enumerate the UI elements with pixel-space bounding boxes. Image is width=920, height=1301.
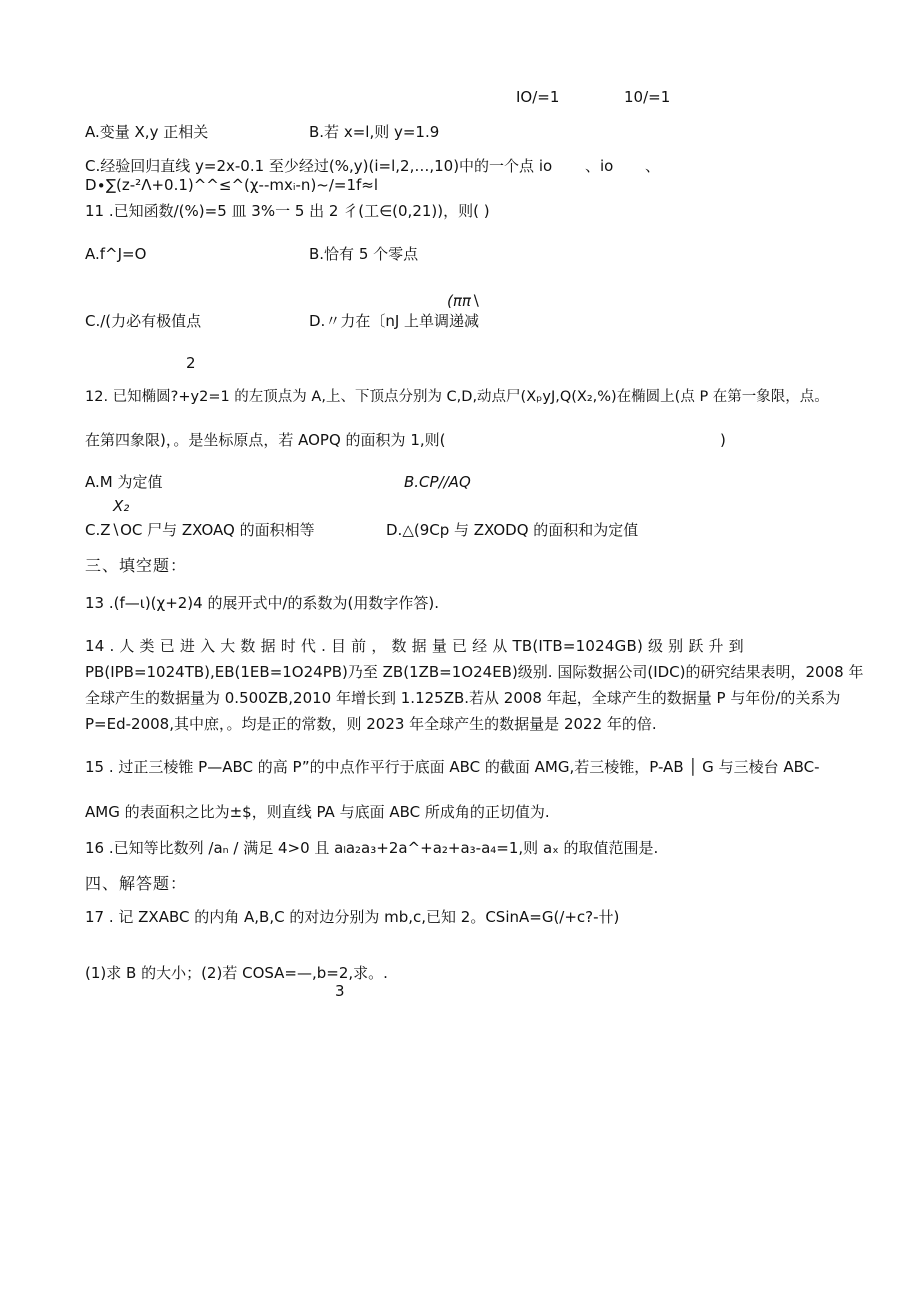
q17-stray-number: 3 [335, 982, 345, 1000]
q13-text: 13 .(f—ι)(χ+2)4 的展开式中/的系数为(用数字作答). [85, 594, 440, 612]
q10-option-d: D∙∑(z-²Λ+0.1)^^≤^(χ--mxᵢ-n)~/=1f≈l [85, 176, 379, 194]
q12-option-c: C.Z∖OC 尸与 ZXOAQ 的面积相等 [85, 521, 315, 539]
q11-stem: 11 .已知函数/(%)=5 皿 3%一 5 出 2 彳(工∈(0,21))，则( ) [85, 202, 490, 220]
q12-option-d: D.△(9Cp 与 ZXODQ 的面积和为定值 [386, 521, 639, 539]
section-answer-title: 四、解答题： [85, 874, 188, 893]
q10-option-c-trailing-1: 、io [585, 157, 614, 175]
q10-option-c: C.经验回归直线 y=2x-0.1 至少经过(%,y)(i=l,2,…,10)中的一个点 io [85, 157, 553, 175]
q12-stem-line2: 在第四象限)，。是坐标原点，若 AOPQ 的面积为 1,则( [85, 431, 446, 449]
q15-line1: 15 . 过正三棱锥 P—ABC 的高 P”的中点作平行于底面 ABC 的截面 AMG,若三棱锥，P-AB │ G 与三棱台 ABC- [85, 758, 820, 776]
q12-stem-line2-close: ) [720, 431, 726, 449]
q15-line2: AMG 的表面积之比为±$，则直线 PA 与底面 ABC 所成角的正切值为. [85, 803, 550, 821]
q11-option-a: A.f^J=O [85, 245, 147, 263]
q11-option-d-top: (ππ∖ [447, 292, 481, 310]
q14-line4: P=Ed-2008,其中庶，。均是正的常数，则 2023 年全球产生的数据量是 2022 年的倍. [85, 715, 657, 733]
q12-stem-line1: 12. 已知椭圆?+y2=1 的左顶点为 A,上、下顶点分别为 C,D,动点尸(XₚyJ,Q(X₂,%)在椭圆上(点 P 在第一象限，点。 [85, 389, 829, 405]
q12-option-a: A.M 为定值 [85, 473, 163, 491]
q14-line3: 全球产生的数据量为 0.500ZB,2010 年增长到 1.125ZB.若从 2008 年起，全球产生的数据量 P 与年份/的关系为 [85, 689, 841, 707]
q17-part: (1)求 B 的大小；(2)若 COSA=—,b=2,求。. [85, 964, 388, 982]
q10-option-b: B.若 x=l,则 y=1.9 [309, 123, 440, 141]
q10-top-formula-right: 10/=1 [624, 88, 671, 106]
q12-stray-x2: X₂ [113, 497, 130, 515]
q11-stray-number: 2 [186, 354, 196, 372]
q14-line2: PB(IPB=1024TB),EB(1EB=1O24PB)乃至 ZB(1ZB=1O24EB)级别. 国际数据公司(IDC)的研究结果表明，2008 年 [85, 663, 864, 681]
q11-option-d: D.〃力在〔nJ 上单调递减 [309, 312, 480, 330]
q10-top-formula-left: IO/=1 [516, 88, 560, 106]
q16-text: 16 .已知等比数列 /aₙ / 满足 4>0 且 aₗa₂a₃+2a^+a₂+a₃-a₄=1,则 aₓ 的取值范围是. [85, 839, 659, 857]
q17-stem: 17 . 记 ZXABC 的内角 A,B,C 的对边分别为 mb,c,已知 2。CSinA=G(/+c?-卄) [85, 908, 620, 926]
section-fill-in-title: 三、填空题： [85, 556, 188, 575]
q11-option-b: B.恰有 5 个零点 [309, 245, 419, 263]
q11-option-c: C./(力必有极值点 [85, 312, 202, 330]
q14-line1: 14 . 人 类 已 进 入 大 数 据 时 代 . 目 前 ， 数 据 量 已 经 从 TB(ITB=1024GB) 级 别 跃 升 到 [85, 637, 744, 655]
q10-option-c-trailing-2: 、 [645, 157, 661, 175]
q12-option-b: B.CP//AQ [404, 473, 471, 491]
q10-option-a: A.变量 X,y 正相关 [85, 123, 209, 141]
